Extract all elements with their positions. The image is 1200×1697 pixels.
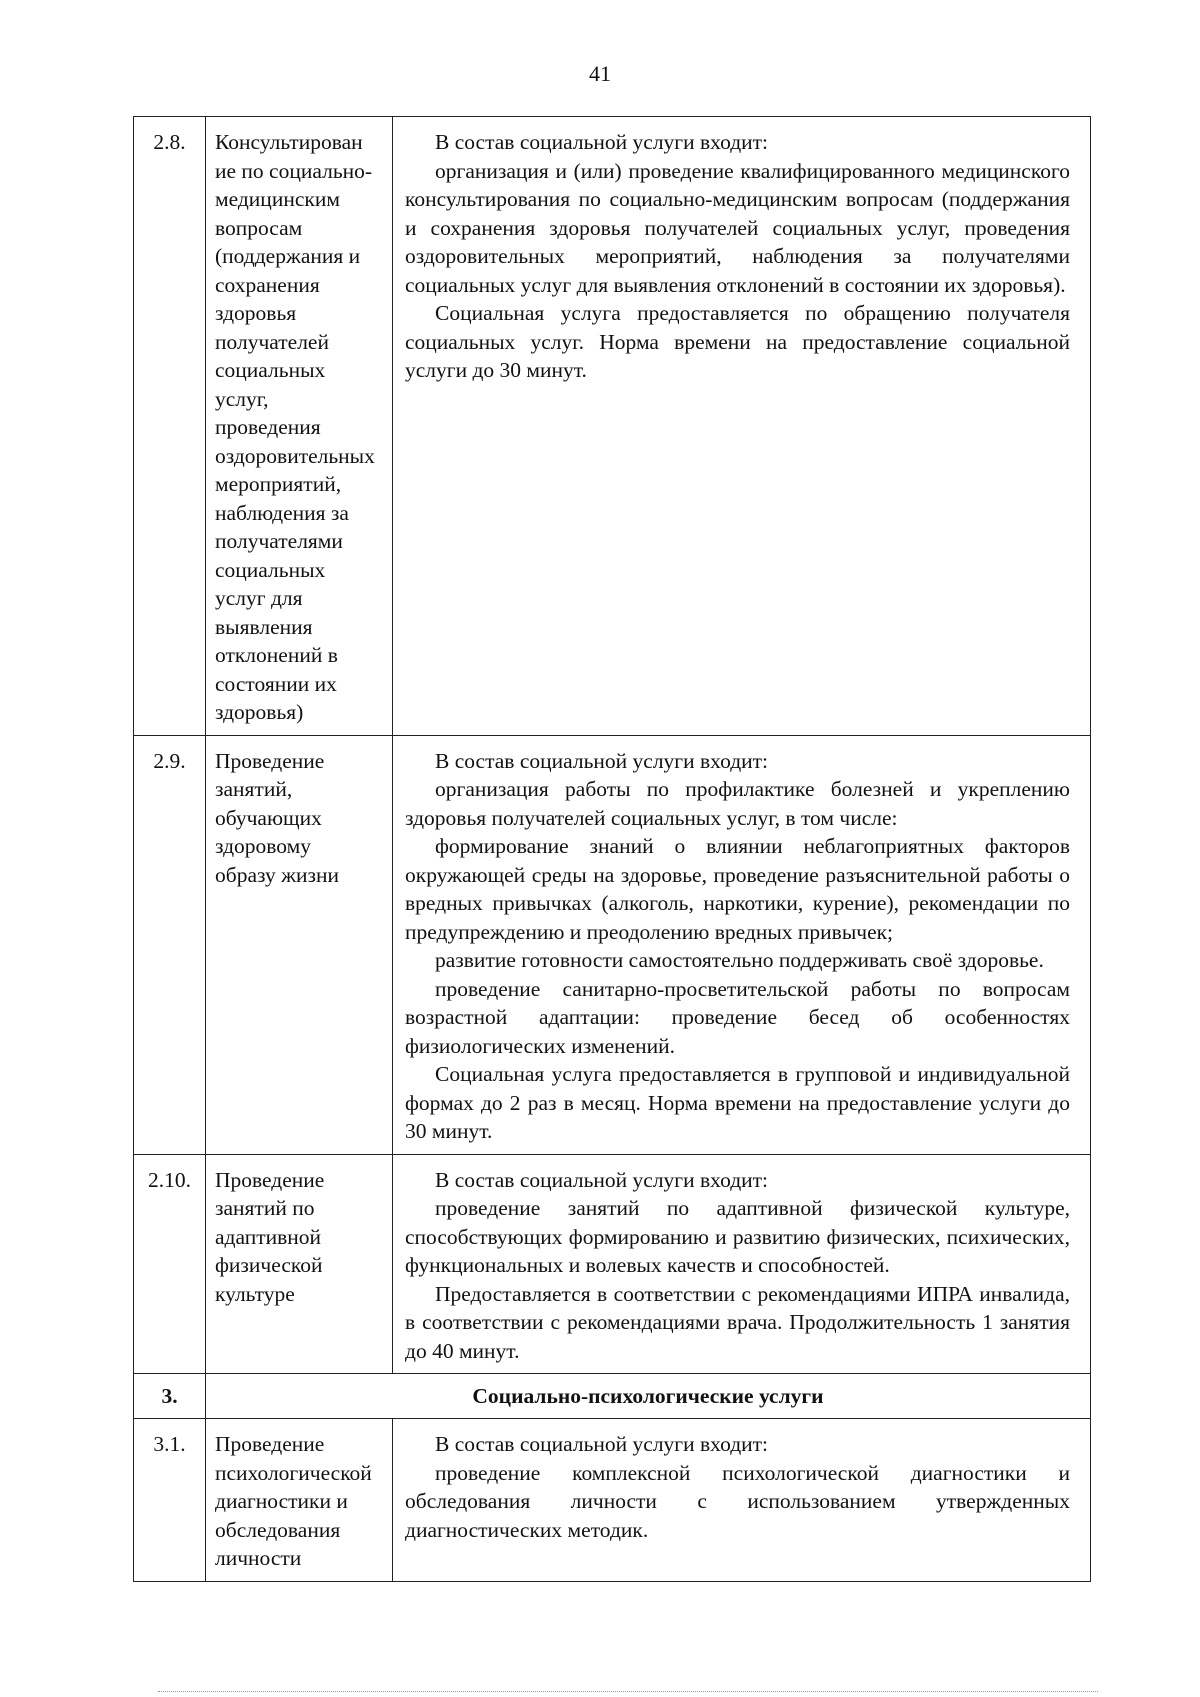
- page-bottom-divider: [158, 1691, 1098, 1692]
- service-description: [393, 1419, 1091, 1582]
- service-name-line: услуг для: [215, 586, 303, 610]
- description-paragraph: проведение занятий по адаптивной физической культуре, способствующих формированию и развитию физических, психических, функциональных и волевых качеств и способностей.: [405, 1196, 1070, 1277]
- service-name: [206, 1419, 393, 1582]
- service-name-line: социальных: [215, 358, 326, 382]
- section-title: Социально-психологические услуги: [206, 1374, 1091, 1419]
- service-description: [393, 735, 1091, 1154]
- service-name-line: вопросам: [215, 215, 303, 240]
- service-name-line: Проведение: [215, 748, 325, 773]
- service-row: [134, 735, 1091, 1154]
- service-name-line: занятий по: [215, 1196, 315, 1220]
- description-paragraph: развитие готовности самостоятельно поддерживать своё здоровье.: [435, 948, 1044, 972]
- service-description: [393, 1154, 1091, 1374]
- service-name-line: занятий,: [215, 777, 293, 801]
- service-name-line: проведения: [215, 415, 321, 439]
- service-number: 3.1.: [134, 1419, 206, 1582]
- service-description: [393, 117, 1091, 736]
- description-paragraph: В состав социальной услуги входит:: [435, 1432, 769, 1456]
- page-number: 41: [589, 61, 611, 86]
- service-name-line: адаптивной: [215, 1224, 322, 1249]
- service-name-line: физической: [215, 1253, 323, 1277]
- service-name-line: Проведение: [215, 1432, 325, 1456]
- service-row: [134, 1154, 1091, 1374]
- description-paragraph: В состав социальной услуги входит:: [435, 130, 769, 154]
- service-name-line: (поддержания и: [215, 244, 361, 268]
- service-name-line: сохранения: [215, 272, 320, 297]
- service-name-line: медицинским: [215, 187, 340, 211]
- service-number: 2.8.: [134, 117, 206, 736]
- service-name-line: мероприятий,: [215, 472, 342, 496]
- service-name: [206, 117, 393, 736]
- service-name: [206, 735, 393, 1154]
- service-name-line: получателями: [215, 529, 343, 553]
- service-name: [206, 1154, 393, 1374]
- description-paragraph: В состав социальной услуги входит:: [435, 748, 769, 773]
- description-paragraph: В состав социальной услуги входит:: [435, 1167, 769, 1192]
- service-name-line: здоровья): [215, 700, 304, 724]
- service-row: [134, 1419, 1091, 1582]
- service-name-line: обследования: [215, 1517, 341, 1542]
- service-number: 2.10.: [134, 1154, 206, 1374]
- service-name-line: состоянии их: [215, 671, 337, 696]
- description-paragraph: Социальная услуга предоставляется в групповой и индивидуальной формах до 2 раз в месяц. Норма времени на предоставление услуги до 30 минут.: [405, 1062, 1070, 1143]
- service-name-line: выявления: [215, 614, 313, 639]
- service-name-line: здоровья: [215, 301, 297, 325]
- description-paragraph: Социальная услуга предоставляется по обращению получателя социальных услуг. Норма времени на предоставление социальной услуги до 30 минут.: [405, 301, 1070, 382]
- service-name-line: ие по социально-: [215, 158, 373, 183]
- description-paragraph: Предоставляется в соответствии с рекомендациями ИПРА инвалида, в соответствии с рекомендациями врача. Продолжительность 1 занятия до 40 минут.: [405, 1281, 1070, 1363]
- service-name-line: оздоровительных: [215, 443, 375, 468]
- services-table-body: [134, 117, 1091, 1582]
- description-paragraph: организация и (или) проведение квалифицированного медицинского консультирования по социально-медицинским вопросам (поддержания и сохранения здоровья получателей социальных услуг, проведения оздоровительных мероприятий, наблюдения за получателями социальных услуг для выявления отклонений в состоянии их здоровья).: [405, 158, 1070, 297]
- description-paragraph: проведение санитарно-просветительской работы по вопросам возрастной адаптации: проведение бесед об особенностях физиологических изменений.: [405, 976, 1070, 1058]
- service-name-line: культуре: [215, 1281, 295, 1306]
- service-name-line: обучающих: [215, 805, 322, 830]
- service-name-line: наблюдения за: [215, 500, 349, 525]
- services-table: [133, 116, 1091, 1582]
- service-name-line: психологической: [215, 1460, 372, 1485]
- service-name-line: образу жизни: [215, 862, 340, 887]
- description-paragraph: организация работы по профилактике болезней и укреплению здоровья получателей социальных услуг, в том числе:: [405, 777, 1070, 830]
- service-name-line: услуг,: [215, 386, 269, 411]
- service-name-line: личности: [215, 1546, 302, 1570]
- service-name-line: социальных: [215, 557, 326, 582]
- description-paragraph: формирование знаний о влиянии неблагоприятных факторов окружающей среды на здоровье, проведение разъяснительной работы о вредных привычках (алкоголь, наркотики, курение), рекомендации по предупреждению и преодолению вредных привычек;: [405, 834, 1070, 944]
- service-name-line: диагностики и: [215, 1489, 348, 1513]
- service-row: [134, 117, 1091, 736]
- section-number: 3.: [134, 1374, 206, 1419]
- service-number: 2.9.: [134, 735, 206, 1154]
- description-paragraph: проведение комплексной психологической диагностики и обследования личности с использованием утвержденных диагностических методик.: [405, 1460, 1070, 1542]
- service-name-line: получателей: [215, 329, 329, 354]
- service-name-line: здоровому: [215, 834, 311, 858]
- service-name-line: Консультирован: [215, 130, 363, 154]
- section-header-row: [134, 1374, 1091, 1419]
- service-name-line: Проведение: [215, 1167, 325, 1192]
- service-name-line: отклонений в: [215, 643, 338, 667]
